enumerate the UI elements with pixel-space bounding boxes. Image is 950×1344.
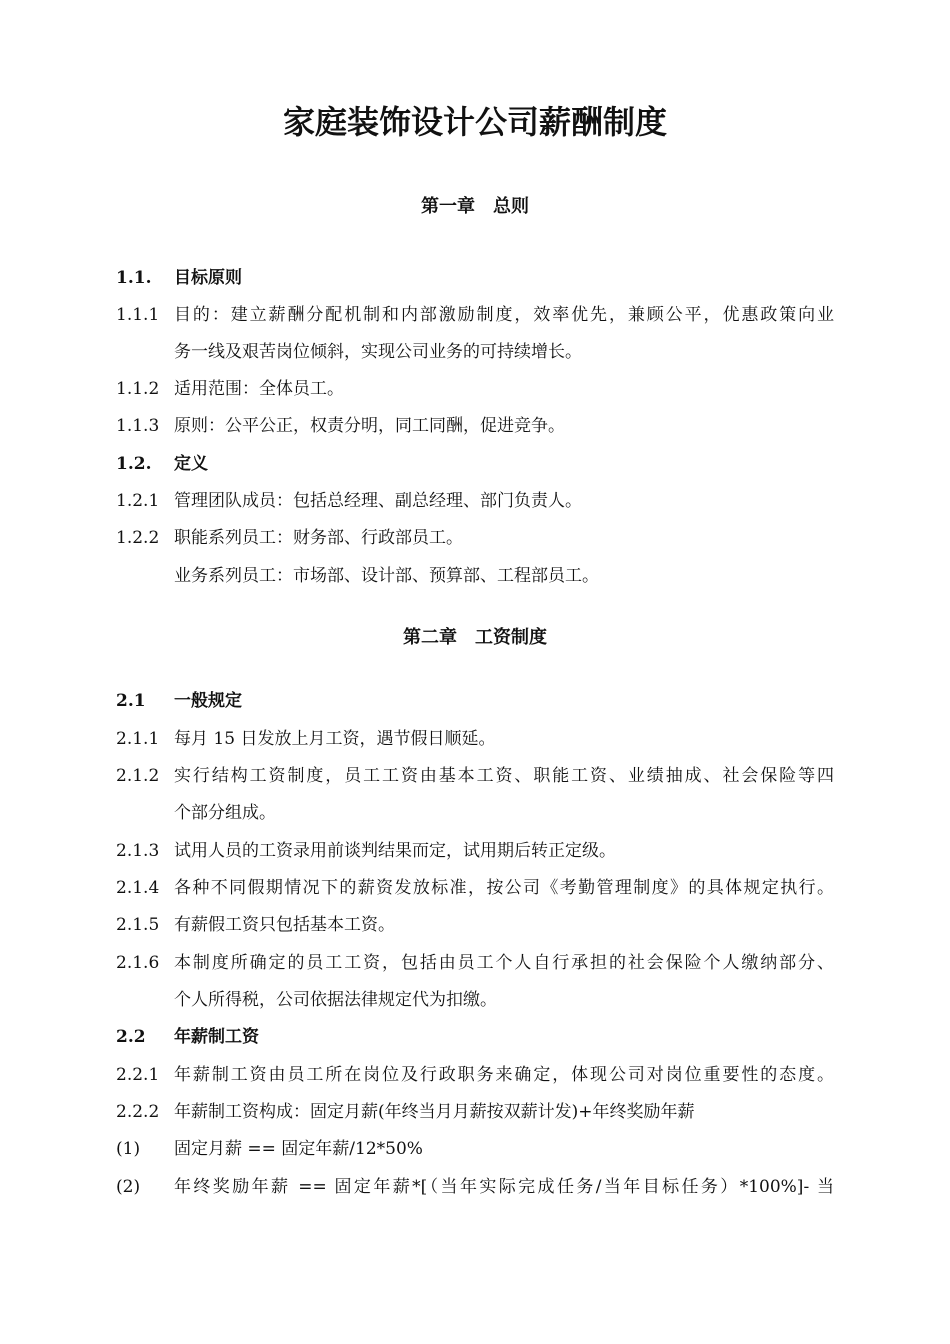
clause-text: 试用人员的工资录用前谈判结果而定，试用期后转正定级。: [174, 841, 616, 861]
section-title: 一般规定: [174, 691, 242, 711]
section-title: 定义: [174, 454, 208, 474]
section-heading: [0, 687, 950, 715]
formula-text: 固定月薪 == 固定年薪/12*50%: [174, 1139, 423, 1159]
section-heading: [0, 1023, 950, 1051]
clause-line: [0, 911, 950, 939]
clause-line: [0, 487, 950, 515]
clause-continuation: [0, 338, 950, 366]
clause-number: 2.1.5: [116, 915, 160, 935]
clause-line: [0, 524, 950, 552]
clause-number: 1.1.3: [116, 416, 160, 436]
clause-number: 1.2.1: [116, 491, 160, 511]
clause-text: 适用范围：全体员工。: [174, 379, 344, 399]
clause-text: 有薪假工资只包括基本工资。: [174, 915, 395, 935]
formula-number: (1): [116, 1139, 141, 1159]
section-title: 目标原则: [174, 268, 242, 288]
clause-text: 目的：建立薪酬分配机制和内部激励制度，效率优先，兼顾公平，优惠政策向业: [174, 305, 834, 325]
clause-text: 年薪制工资由员工所在岗位及行政职务来确定，体现公司对岗位重要性的态度。: [174, 1065, 834, 1085]
clause-text: 实行结构工资制度，员工工资由基本工资、职能工资、业绩抽成、社会保险等四: [174, 766, 834, 786]
clause-text: 务一线及艰苦岗位倾斜，实现公司业务的可持续增长。: [174, 342, 582, 362]
clause-number: 2.1.1: [116, 729, 160, 749]
section-number: 2.2: [116, 1027, 146, 1047]
clause-continuation: [0, 986, 950, 1014]
clause-line: [0, 725, 950, 753]
formula-text: 年终奖励年薪 == 固定年薪*[（当年实际完成任务/当年目标任务）*100%]- 当: [174, 1177, 834, 1197]
chapter-heading-2: 第二章 工资制度: [403, 627, 547, 648]
clause-line: [0, 762, 950, 790]
clause-text: 业务系列员工：市场部、设计部、预算部、工程部员工。: [174, 566, 599, 586]
clause-line: [0, 412, 950, 440]
clause-line: [0, 1061, 950, 1089]
clause-number: 1.1.2: [116, 379, 160, 399]
chapter-heading-1: 第一章 总则: [421, 196, 529, 217]
clause-text: 年薪制工资构成：固定月薪(年终当月月薪按双薪计发)+年终奖励年薪: [174, 1102, 695, 1122]
formula-line: [0, 1173, 950, 1201]
section-heading: [0, 450, 950, 478]
clause-line: [0, 874, 950, 902]
clause-text: 个人所得税，公司依据法律规定代为扣缴。: [174, 990, 497, 1010]
clause-continuation: [0, 799, 950, 827]
section-heading: [0, 264, 950, 292]
clause-number: 2.2.1: [116, 1065, 160, 1085]
clause-number: 1.1.1: [116, 305, 160, 325]
clause-line: [0, 1098, 950, 1126]
clause-line: [0, 837, 950, 865]
clause-number: 2.1.2: [116, 766, 160, 786]
clause-number: 1.2.2: [116, 528, 160, 548]
clause-text: 原则：公平公正，权责分明，同工同酬，促进竞争。: [174, 416, 565, 436]
section-number: 2.1: [116, 691, 146, 711]
clause-number: 2.1.6: [116, 953, 160, 973]
section-number: 1.1.: [116, 268, 152, 288]
clause-text: 各种不同假期情况下的薪资发放标准，按公司《考勤管理制度》的具体规定执行。: [174, 878, 834, 898]
clause-number: 2.2.2: [116, 1102, 160, 1122]
section-title: 年薪制工资: [174, 1027, 259, 1047]
clause-text: 个部分组成。: [174, 803, 276, 823]
clause-text: 职能系列员工：财务部、行政部员工。: [174, 528, 463, 548]
clause-line: [0, 375, 950, 403]
section-number: 1.2.: [116, 454, 152, 474]
formula-line: [0, 1135, 950, 1163]
clause-line: [0, 301, 950, 329]
formula-number: (2): [116, 1177, 141, 1197]
clause-text: 管理团队成员：包括总经理、副总经理、部门负责人。: [174, 491, 582, 511]
clause-text: 本制度所确定的员工工资，包括由员工个人自行承担的社会保险个人缴纳部分、: [174, 953, 834, 973]
clause-number: 2.1.3: [116, 841, 160, 861]
clause-text: 每月 15 日发放上月工资，遇节假日顺延。: [174, 729, 496, 749]
clause-line: [0, 949, 950, 977]
clause-number: 2.1.4: [116, 878, 160, 898]
document-title: 家庭装饰设计公司薪酬制度: [282, 103, 667, 141]
clause-continuation: [0, 562, 950, 590]
